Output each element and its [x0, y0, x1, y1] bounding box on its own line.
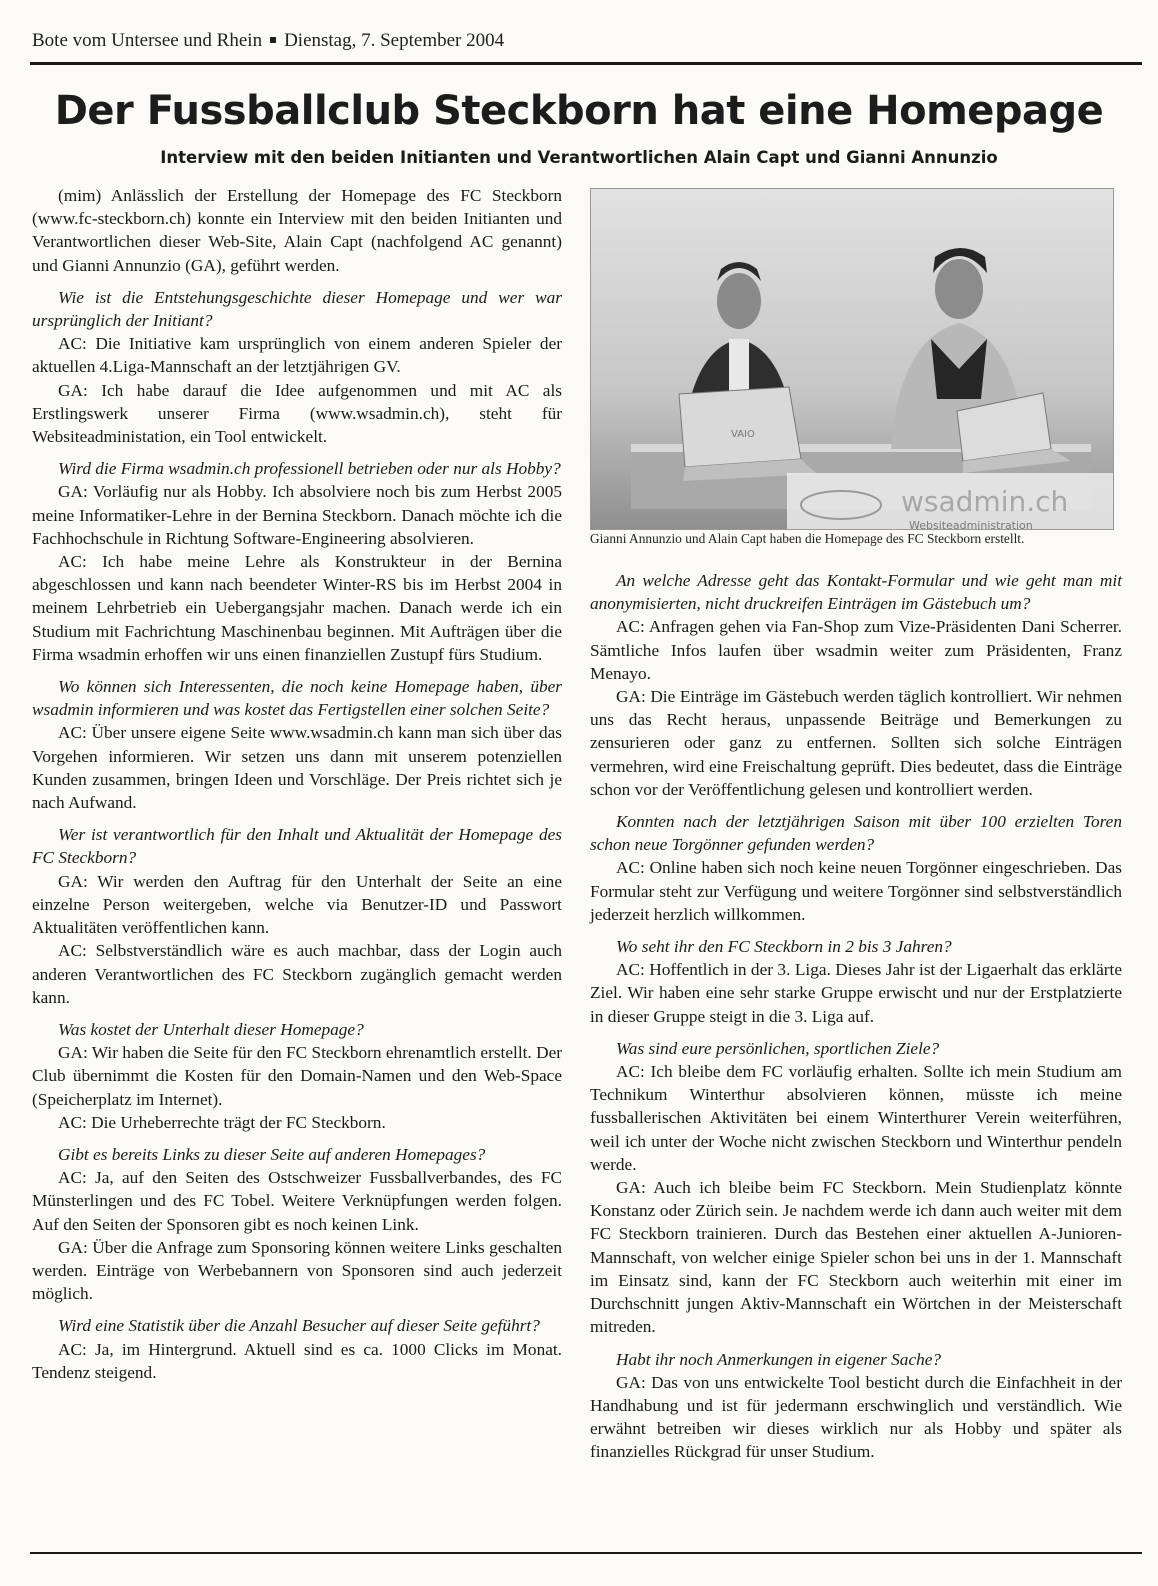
- photo-illustration: [591, 189, 1113, 529]
- article-paragraph: GA: Ich habe darauf die Idee aufgenommen und mit AC als Erstlingswerk unserer Firma (www.wsadmin.ch), steht für Websiteadministation, ein Tool entwickelt.: [32, 380, 562, 447]
- article-paragraph: GA: Über die Anfrage zum Sponsoring können weitere Links geschalten werden. Einträge von Werbebannern von Sponsoren sind auch jederzeit möglich.: [32, 1237, 562, 1304]
- paper-name: Bote vom Untersee und Rhein: [32, 30, 263, 51]
- article-paragraph: AC: Anfragen gehen via Fan-Shop zum Vize-Präsidenten Dani Scherrer. Sämtliche Infos laufen über wsadmin weiter zum Präsidenten, Franz Menayo.: [590, 617, 1122, 683]
- right-column: [590, 560, 1122, 1464]
- watermark-subtitle: Websiteadministration: [909, 519, 1033, 529]
- article-paragraph: AC: Online haben sich noch keine neuen Torgönner eingeschrieben. Das Formular steht zur Verfügung und weitere Torgönner sind selbstverständlich jederzeit herzlich willkommen.: [590, 858, 1122, 924]
- masthead: [32, 30, 1142, 52]
- article-paragraph: AC: Ja, im Hintergrund. Aktuell sind es ca. 1000 Clicks im Monat. Tendenz steigend.: [32, 1339, 562, 1382]
- interview-question: Wie ist die Entstehungsgeschichte dieser Homepage und wer war ursprünglich der Initiant?: [32, 287, 562, 331]
- issue-date: Dienstag, 7. September 2004: [284, 30, 505, 51]
- bottom-rule: [30, 1552, 1142, 1554]
- top-rule: [30, 62, 1142, 65]
- interview-question: Gibt es bereits Links zu dieser Seite auf anderen Homepages?: [58, 1144, 486, 1164]
- interview-photo: [590, 188, 1114, 530]
- article-paragraph: AC: Die Initiative kam ursprünglich von einem anderen Spieler der aktuellen 4.Liga-Mannschaft an der letztjährigen GV.: [32, 334, 562, 377]
- interview-question: Wer ist verantwortlich für den Inhalt und Aktualität der Homepage des FC Steckborn?: [32, 825, 562, 868]
- left-column: [32, 184, 562, 1384]
- photo-caption: Gianni Annunzio und Alain Capt haben die Homepage des FC Steckborn erstellt.: [590, 531, 1025, 546]
- article-paragraph: GA: Vorläufig nur als Hobby. Ich absolviere noch bis zum Herbst 2005 meine Informatiker-Lehre in der Bernina Steckborn. Danach möchte ich die Fachhochschule in Richtung Software-Engineering absolvieren.: [32, 482, 562, 548]
- subheadline: Interview mit den beiden Initianten und Verantwortlichen Alain Capt und Gianni Annunzio: [160, 148, 998, 167]
- interview-question: Was sind eure persönlichen, sportlichen Ziele?: [616, 1038, 940, 1058]
- article-paragraph: AC: Über unsere eigene Seite www.wsadmin.ch kann man sich über das Vorgehen informieren. Wir setzen uns dann mit unserem potenziellen Kunden zusammen, bringen Ideen und Vorschläge. Der Preis richtet sich je nach Aufwand.: [32, 723, 562, 813]
- article-paragraph: GA: Wir haben die Seite für den FC Steckborn ehrenamtlich erstellt. Der Club übernimmt die Kosten für den Domain-Namen und den Web-Space (Speicherplatz im Internet).: [32, 1043, 562, 1109]
- interview-question: Wird eine Statistik über die Anzahl Besucher auf dieser Seite geführt?: [58, 1316, 540, 1336]
- article-paragraph: (mim) Anlässlich der Erstellung der Homepage des FC Steckborn (www.fc-steckborn.ch) konnte ein Interview mit den beiden Initianten und Verantwortlichen dieser Web-Site, Alain Capt (nachfolgend AC genannt) und Gianni Annunzio (GA), geführt werden.: [32, 186, 562, 275]
- watermark-logo: wsadmin.ch: [901, 485, 1069, 518]
- laptop-brand: VAIO: [731, 429, 755, 440]
- article-paragraph: GA: Die Einträge im Gästebuch werden täglich kontrolliert. Wir nehmen uns das Recht heraus, unpassende Beiträge und Bemerkungen zu zensurieren oder ganz zu entfernen. Sollten sich solche Einträgen vermehren, wird eine Freischaltung geprüft. Dies bedeutet, dass die Einträge schon vor der Veröffentlichung gelesen und kontrolliert werden.: [590, 687, 1122, 799]
- bullet-separator: [270, 37, 276, 43]
- article-paragraph: AC: Ich habe meine Lehre als Konstrukteur in der Bernina abgeschlossen und kann nach beendeter Winter-RS bis im Herbst 2004 in meinem Lehrbetrieb ein Uebergangsjahr machen. Danach werde ich ein Studium mit Fachrichtung Maschinenbau beginnen. Mit Aufträgen über die Firma wsadmin erhoffen wir uns einen finanziellen Zustupf fürs Studium.: [32, 552, 562, 664]
- article-paragraph: AC: Die Urheberrechte trägt der FC Steckborn.: [58, 1112, 386, 1132]
- interview-question: Wo können sich Interessenten, die noch keine Homepage haben, über wsadmin informieren und was kostet das Fertigstellen einer solchen Seite?: [32, 677, 562, 720]
- article-paragraph: GA: Wir werden den Auftrag für den Unterhalt der Seite an eine einzelne Person weitergeben, welche via Benutzer-ID und Passwort Aktualitäten veröffentlichen kann.: [32, 871, 562, 938]
- interview-question: Konnten nach der letztjährigen Saison mit über 100 erzielten Toren schon neue Torgönner gefunden werden?: [590, 812, 1122, 855]
- article-paragraph: AC: Ja, auf den Seiten des Ostschweizer Fussballverbandes, des FC Münsterlingen und des FC Tobel. Weitere Verknüpfungen werden folgen. Auf den Seiten der Sponsoren gibt es noch keinen Link.: [32, 1168, 562, 1234]
- article-paragraph: AC: Selbstverständlich wäre es auch machbar, dass der Login auch anderen Verantwortlichen des FC Steckborn zugänglich gemacht werden kann.: [32, 941, 562, 1007]
- headline: Der Fussballclub Steckborn hat eine Homepage: [54, 88, 1104, 134]
- article-paragraph: AC: Hoffentlich in der 3. Liga. Dieses Jahr ist der Ligaerhalt das erklärte Ziel. Wir haben eine sehr starke Gruppe erwischt und nur der Erstplatzierte in dieser Gruppe steigt in die 3. Liga auf.: [590, 960, 1122, 1026]
- article-paragraph: GA: Das von uns entwickelte Tool besticht durch die Einfachheit in der Handhabung und ist für jedermann erschwinglich und verständlich. Wie erwähnt betreiben wir dieses wirklich nur als Hobby und später als finanzielles Rückgrad für unser Studium.: [590, 1372, 1122, 1462]
- article-paragraph: GA: Auch ich bleibe beim FC Steckborn. Mein Studienplatz könnte Konstanz oder Zürich sein. Je nachdem werde ich dann auch weiter mit dem FC Steckborn trainieren. Durch das Bestehen einer aktuellen A-Junioren-Mannschaft, von welcher einige Spieler schon bei uns in der 1. Mannschaft im Einsatz sind, kann der FC Steckborn auch weiterhin mit einer im Durchschnitt jungen Aktiv-Mannschaft ein Wörtchen in der Meisterschaft mitreden.: [590, 1178, 1122, 1337]
- interview-question: Habt ihr noch Anmerkungen in eigener Sache?: [616, 1349, 942, 1369]
- article-paragraph: AC: Ich bleibe dem FC vorläufig erhalten. Sollte ich mein Studium am Technikum Winterthur absolvieren können, müsste ich meine fussballerischen Aktivitäten bei einem Winterthurer Verein weiterführen, weil ich unter der Woche nicht zwischen Steckborn und Winterthur pendeln werde.: [590, 1062, 1122, 1174]
- interview-question: Wird die Firma wsadmin.ch professionell betrieben oder nur als Hobby?: [58, 459, 561, 479]
- interview-question: Wo seht ihr den FC Steckborn in 2 bis 3 Jahren?: [616, 937, 952, 957]
- interview-question: An welche Adresse geht das Kontakt-Formular und wie geht man mit anonymisierten, nicht druckreifen Einträgen im Gästebuch um?: [590, 571, 1122, 614]
- interview-question: Was kostet der Unterhalt dieser Homepage?: [58, 1019, 364, 1039]
